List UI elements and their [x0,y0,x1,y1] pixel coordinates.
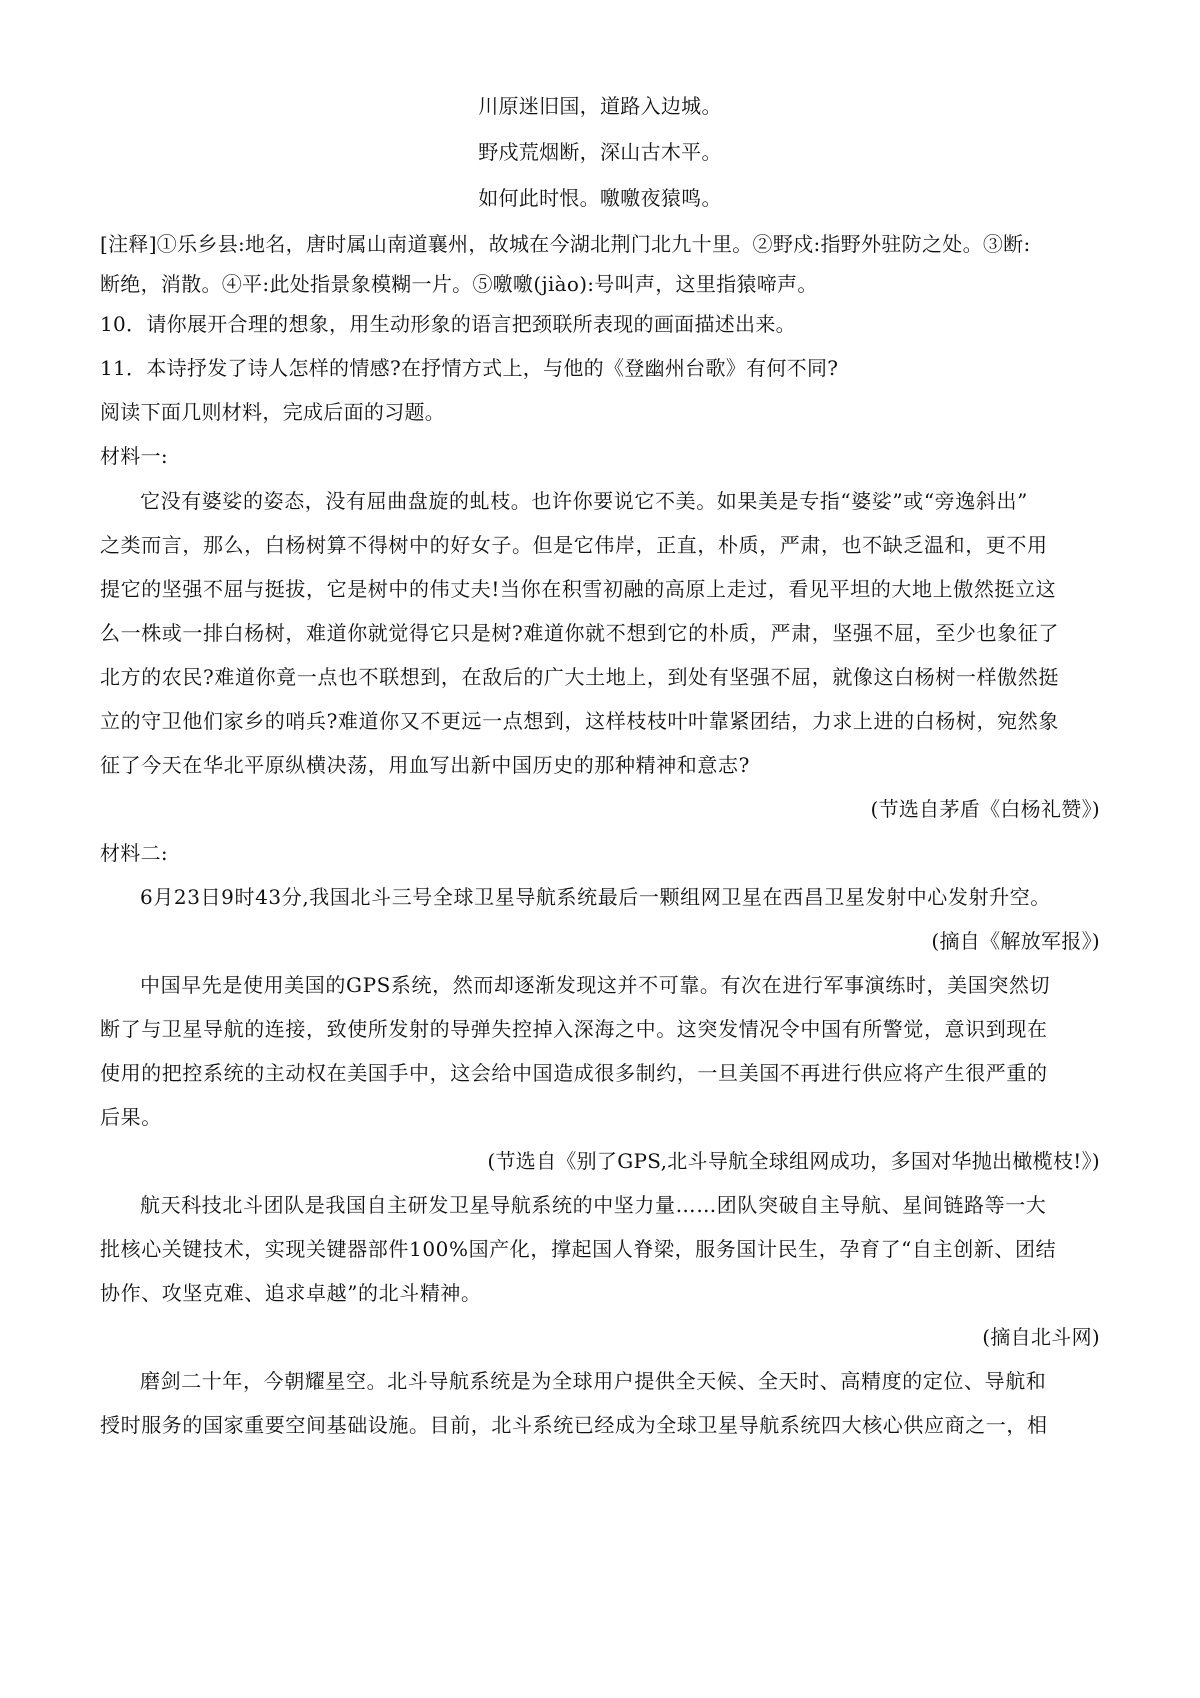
material1-line-4: 么一株或一排白杨树，难道你就觉得它只是树?难道你就不想到它的朴质，严肃，坚强不屈，至少也象征了 [100,621,1059,645]
material1-heading: 材料一: [100,444,168,468]
material2-p3-line-2: 授时服务的国家重要空间基础设施。目前，北斗系统已经成为全球卫星导航系统四大核心供应商之一，相 [100,1413,1048,1437]
material2-news: 6月23日9时43分,我国北斗三号全球卫星导航系统最后一颗组网卫星在西昌卫星发射中心发射升空。 [140,885,1051,909]
reading-instruction: 阅读下面几则材料，完成后面的习题。 [100,400,446,424]
material1-source: (节选自茅盾《白杨礼赞》) [870,797,1100,821]
material2-p1-line-1: 中国早先是使用美国的GPS系统，然而却逐渐发现这并不可靠。有次在进行军事演练时，美国突然切 [140,973,1051,997]
material1-line-1: 它没有婆娑的姿态，没有屈曲盘旋的虬枝。也许你要说它不美。如果美是专指“婆娑”或“旁逸斜出” [140,489,1028,513]
material1-line-2: 之类而言，那么，白杨树算不得树中的好女子。但是它伟岸，正直，朴质，严肃，也不缺乏温和，更不用 [100,533,1048,557]
material1-line-5: 北方的农民?难道你竟一点也不联想到，在敌后的广大土地上，到处有坚强不屈，就像这白杨树一样傲然挺 [100,665,1059,689]
poem-line-2: 野戍荒烟断，深山古木平。 [478,140,722,164]
material2-p2-line-2: 批核心关键技术，实现关键器部件100%国产化，撑起国人脊梁，服务国计民生，孕育了“自主创新、团结 [100,1237,1057,1261]
material2-p2-line-3: 协作、攻坚克难、追求卓越”的北斗精神。 [100,1281,482,1305]
poem-line-3: 如何此时恨。噭噭夜猿鸣。 [478,186,722,210]
question-10: 10．请你展开合理的想象，用生动形象的语言把颈联所表现的画面描述出来。 [100,312,796,336]
annotation-line-2: 断绝，消散。④平:此处指景象模糊一片。⑤噭噭(jiào):号叫声，这里指猿啼声。 [100,272,818,296]
material2-p1-line-2: 断了与卫星导航的连接，致使所发射的导弹失控掉入深海之中。这突发情况令中国有所警觉，意识到现在 [100,1017,1048,1041]
material2-p1-line-3: 使用的把控系统的主动权在美国手中，这会给中国造成很多制约，一旦美国不再进行供应将产生很严重的 [100,1061,1048,1085]
material2-news-source: (摘自《解放军报》) [931,929,1100,953]
question-11: 11．本诗抒发了诗人怎样的情感?在抒情方式上，与他的《登幽州台歌》有何不同? [100,356,839,380]
material2-p2-source: (摘自北斗网) [982,1325,1100,1349]
material2-heading: 材料二: [100,841,168,865]
annotation-line-1: [注释]①乐乡县:地名，唐时属山南道襄州，故城在今湖北荆门北九十里。②野戍:指野外驻防之处。③断: [100,232,1031,256]
material2-p1-source: (节选自《别了GPS,北斗导航全球组网成功，多国对华抛出橄榄枝!》) [487,1149,1100,1173]
material1-line-3: 提它的坚强不屈与挺拔，它是树中的伟丈夫!当你在积雪初融的高原上走过，看见平坦的大地上傲然挺立这 [100,577,1057,601]
poem-line-1: 川原迷旧国，道路入边城。 [478,94,722,118]
material1-line-6: 立的守卫他们家乡的哨兵?难道你又不更远一点想到，这样枝枝叶叶靠紧团结，力求上进的白杨树，宛然象 [100,709,1059,733]
material2-p2-line-1: 航天科技北斗团队是我国自主研发卫星导航系统的中坚力量……团队突破自主导航、星间链路等一大 [140,1193,1047,1217]
material2-p3-line-1: 磨剑二十年，今朝耀星空。北斗导航系统是为全球用户提供全天候、全天时、高精度的定位、导航和 [140,1369,1047,1393]
material1-line-7: 征了今天在华北平原纵横决荡，用血写出新中国历史的那种精神和意志? [100,753,750,777]
material2-p1-line-4: 后果。 [100,1105,162,1129]
